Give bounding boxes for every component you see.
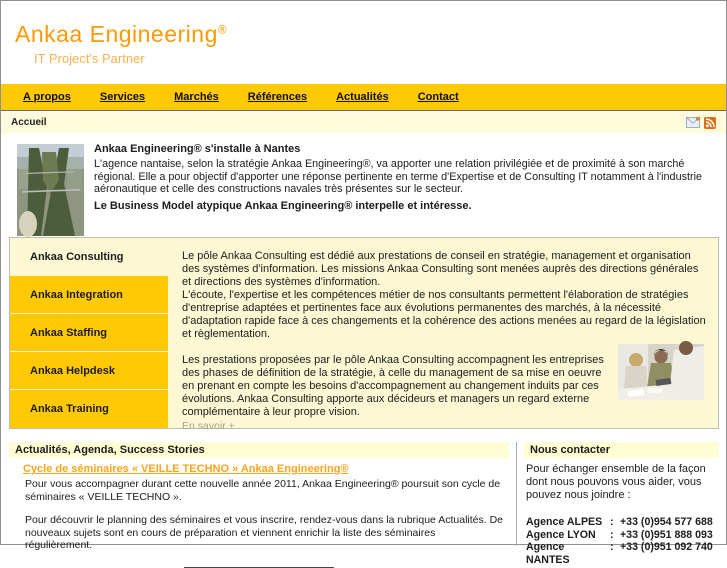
consulting-paragraph-1: Le pôle Ankaa Consulting est dédié aux prestations de conseil en stratégie, management et organisation des systèmes d'information. Les missions Ankaa Consulting sont menées auprès des directions générales et directions des systèmes d'information. — [182, 250, 699, 288]
tab-label: Ankaa Staffing — [30, 326, 108, 339]
services-tab-list — [10, 238, 168, 428]
news-section — [9, 442, 509, 568]
logo[interactable] — [15, 21, 227, 48]
nav-item-a-propos[interactable]: A propos — [23, 91, 71, 103]
tab-label: Ankaa Integration — [30, 288, 123, 301]
nantes-aerial-photo — [17, 144, 84, 236]
registered-mark: ® — [217, 22, 228, 37]
agency-row-nantes — [526, 541, 719, 566]
logo-text: Ankaa Engineering — [15, 21, 218, 47]
tab-ankaa-consulting[interactable] — [10, 238, 168, 276]
business-meeting-photo — [618, 344, 704, 400]
tab-label: Ankaa Training — [30, 403, 109, 415]
breadcrumb: Accueil — [11, 117, 47, 128]
intro-body: L'agence nantaise, selon la stratégie Ankaa Engineering®, va apporter une relation privilégiée et de proximité à son marché régional. Elle a pour objectif d'apporter une réponse pertinente en terme d'Expertise et de Consulting IT notamment à l'industrie aéronautique et celle des constructions navales très présentes sur le secteur. — [94, 158, 702, 195]
contact-intro: Pour échanger ensemble de la façon dont nous pouvons vous aider, vous pouvez nous joindre : — [526, 463, 706, 501]
tab-ankaa-training[interactable] — [10, 390, 168, 428]
consulting-paragraph-3: Les prestations proposées par le pôle Ankaa Consulting accompagnent les entreprises des phases de définition de la stratégie, à celle du management de sa mise en oeuvre en prenant en compte les besoins d'accompagnement au changement induits par ces évolutions. Ankaa Consulting apporte aux décideurs et managers un regard externe complémentaire à leur propre vision. — [182, 354, 604, 418]
main-nav — [1, 84, 726, 111]
colon: : — [610, 541, 614, 553]
news-paragraph-1: Pour vous accompagner durant cette nouvelle année 2011, Ankaa Engineering® poursuit son cycle de séminaires « VEILLE TECHNO ». — [25, 478, 501, 503]
agency-list — [526, 516, 719, 566]
agency-phone: +33 (0)954 577 688 — [620, 516, 713, 528]
news-heading: Actualités, Agenda, Success Stories — [9, 442, 509, 458]
colon: : — [610, 516, 614, 528]
agency-label: Agence ALPES — [526, 516, 603, 528]
news-paragraph-2: Pour découvrir le planning des séminaires et vous inscrire, rendez-vous dans la rubrique Actualités. De nouveaux sujets sont en cours de préparation et viennent enrichir la liste des séminaires régulièrement. — [25, 514, 503, 551]
nav-item-references[interactable]: Références — [247, 91, 308, 103]
agency-row-lyon — [526, 529, 719, 542]
agency-phone: +33 (0)951 092 740 — [620, 541, 713, 553]
contact-section — [524, 442, 719, 566]
contact-heading: Nous contacter — [524, 442, 719, 458]
tab-ankaa-helpdesk[interactable] — [10, 352, 168, 390]
agency-label: Agence NANTES — [526, 541, 570, 566]
intro-highlight: Le Business Model atypique Ankaa Engineering® interpelle et intéresse. — [94, 199, 472, 212]
nav-item-marches[interactable]: Marchés — [174, 91, 219, 103]
intro-title: Ankaa Engineering® s'installe à Nantes — [94, 143, 301, 155]
services-panel — [9, 237, 719, 432]
agency-row-alpes — [526, 516, 719, 529]
column-divider — [516, 442, 517, 546]
agency-label: Agence LYON — [526, 528, 596, 541]
nav-item-contact[interactable]: Contact — [417, 91, 459, 103]
nav-item-actualites[interactable]: Actualités — [336, 91, 389, 103]
news-divider — [184, 567, 334, 568]
rss-icon[interactable] — [704, 117, 716, 129]
tab-ankaa-integration[interactable] — [10, 276, 168, 314]
tab-ankaa-staffing[interactable] — [10, 314, 168, 352]
tab-label: Ankaa Consulting — [30, 250, 124, 263]
seminar-link[interactable]: Cycle de séminaires « VEILLE TECHNO » Ankaa Engineering® — [23, 463, 349, 475]
agency-phone: +33 (0)951 888 093 — [620, 528, 713, 541]
colon: : — [610, 528, 614, 541]
nav-item-services[interactable]: Services — [99, 91, 146, 103]
breadcrumb-bar — [1, 112, 726, 133]
email-icon[interactable] — [686, 117, 700, 128]
intro-section — [94, 143, 716, 212]
tab-label: Ankaa Helpdesk — [30, 364, 115, 377]
read-more-link[interactable]: En savoir + — [182, 420, 235, 432]
logo-tagline: IT Project's Partner — [34, 51, 145, 66]
tab-panel-content — [168, 238, 718, 432]
consulting-paragraph-2: L'écoute, l'expertise et les compétences métier de nos consultants permettent l'élaboration de stratégies d'entreprise adaptées et pertinentes face aux évolutions permanentes des marchés, à la nécessité d'adaptation rapide face à ces changements et la cohérence des actions menées au regard de la législation et règlementation. — [182, 289, 706, 340]
header — [1, 1, 726, 84]
